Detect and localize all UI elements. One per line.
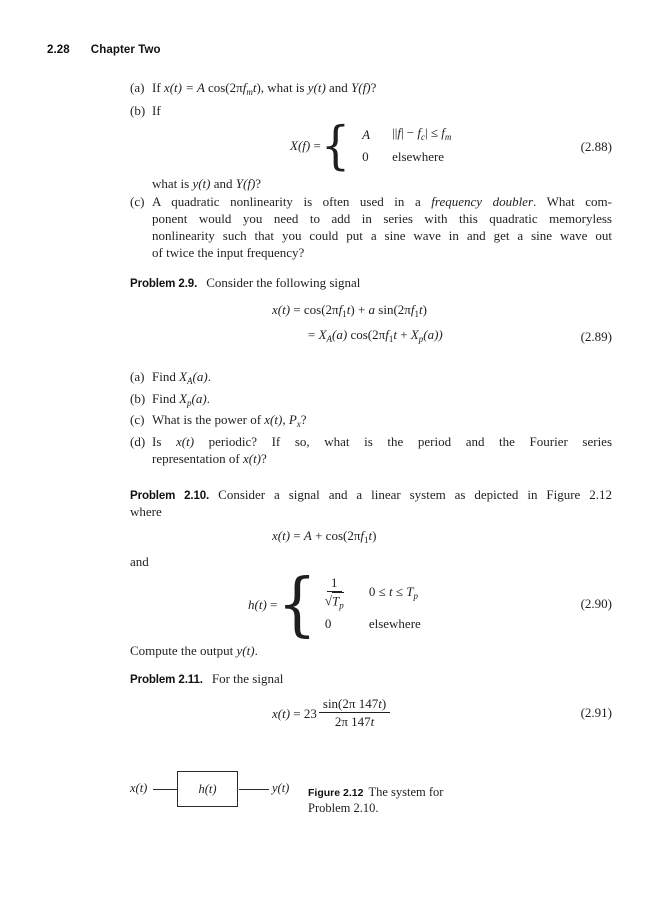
list-item-2-9-c (130, 411, 612, 433)
figure-caption (308, 785, 460, 816)
page-header (47, 44, 161, 56)
list-item-2-9-d (130, 433, 612, 467)
item-text: What is the power of x(t), $P_x$? (152, 412, 307, 429)
case-condition: elsewhere (392, 149, 445, 164)
problem-2-11-heading (130, 671, 283, 687)
figure-2-12 (130, 771, 610, 831)
cases-brace: { (320, 114, 351, 176)
output-wire (239, 789, 269, 790)
problem-label: Problem 2.10. (130, 490, 210, 502)
chapter-title: Chapter Two (90, 44, 161, 56)
page-number: 2.28 (47, 44, 70, 56)
case-value: 0 (362, 149, 369, 164)
text-line: ponent would you need to add in series with this quadratic memoryless (152, 211, 612, 226)
item-label: (c) (130, 194, 145, 209)
list-item-c (130, 193, 612, 261)
case-row (325, 575, 421, 613)
caption-tag: Figure 2.12 (308, 787, 364, 799)
case-condition: $||f| - f_c| \le f_m$ (392, 125, 452, 142)
equation-2-91 (272, 695, 390, 731)
item-label: (c) (130, 412, 145, 427)
cases-body (325, 575, 421, 633)
item-label: (a) (130, 369, 145, 384)
list-item-b (130, 102, 612, 119)
problem-intro: Consider a signal and a linear system as depicted in Figure 2.12 (218, 487, 613, 502)
problem-2-10-continuation: where (130, 504, 162, 519)
item-text (152, 433, 612, 467)
system-box (177, 771, 238, 807)
problem-label: Problem 2.11. (130, 674, 203, 686)
equation-2-88 (290, 114, 452, 176)
text-line: representation of x(t)? (152, 451, 267, 466)
fraction-denominator: $√T_p$ (324, 593, 344, 610)
fraction-numerator: sin(2π 147t) (319, 696, 390, 713)
equation-2-90 (248, 562, 421, 645)
text-line: Is x(t) periodic? If so, what is the period and the Fourier series (152, 434, 613, 449)
item-text: Find $X_p(a)$. (152, 391, 210, 408)
case-row (362, 148, 451, 166)
input-signal-label: x(t) (130, 781, 148, 795)
paragraph-after-b: what is y(t) and Y(f)? (152, 176, 262, 191)
case-condition: $0 \le t \le T_p$ (368, 584, 418, 601)
item-label: (b) (130, 391, 146, 406)
caption-text: The system for Problem 2.10. (308, 785, 444, 815)
list-item-2-9-a (130, 368, 612, 390)
system-box-label: h(t) (198, 781, 217, 796)
case-value (325, 575, 369, 613)
equation-2-89-line1: $x(t) = \cos(2\pi f_1t) + a$ $\sin(2\pi f_1t)$ (272, 302, 427, 319)
problem-2-9-heading (130, 275, 360, 291)
case-value: 0 (324, 616, 332, 631)
fraction: $\frac{1}{√T_p}$ (325, 575, 344, 613)
equation-lhs: X(f) = (290, 137, 321, 153)
list-item-a (130, 79, 612, 101)
text-line: of twice the input frequency? (152, 245, 305, 260)
item-text (152, 193, 612, 261)
problem-label: Problem 2.9. (130, 278, 198, 290)
item-label: (b) (130, 103, 146, 118)
equation-number: (2.90) (580, 596, 612, 611)
text-line: A quadratic nonlinearity is often used in a frequency doubler. What com- (152, 194, 612, 209)
input-wire (153, 789, 177, 790)
fraction (319, 696, 390, 730)
compute-output-line: Compute the output y(t). (130, 643, 258, 658)
list-item-2-9-b (130, 390, 612, 412)
problem-intro: For the signal (211, 671, 284, 686)
case-row (325, 615, 421, 633)
item-label: (d) (130, 434, 146, 449)
problem-intro: Consider the following signal (206, 275, 361, 290)
item-text: Find $X_A(a)$. (152, 369, 211, 386)
equation-number: (2.89) (580, 329, 612, 344)
connector-word-and: and (130, 554, 149, 569)
text-line: nonlinearity such that you could put a sine wave in and get a sine wave out (152, 228, 612, 243)
equation-number: (2.88) (580, 139, 612, 154)
equation-lhs: x(t) = 23 (272, 705, 317, 721)
equation-lhs: h(t) = (248, 596, 278, 612)
equation-x-2-10: $x(t) = A + \cos(2\pi f_1t)$ (272, 528, 377, 545)
item-text: If x(t) = A $\cos(2\pi f_mt)$, what is y(t) and Y(f)? (152, 80, 377, 97)
equation-2-89-line2: = $X_A(a) \cos(2\pi f_1t + X_p(a))$ (308, 327, 443, 344)
cases-body (362, 124, 451, 166)
item-text: If (152, 103, 161, 118)
output-signal-label: y(t) (272, 781, 290, 795)
equation-number: (2.91) (580, 705, 612, 720)
case-row (362, 124, 451, 146)
fraction-denominator: 2π 147t (334, 714, 375, 729)
problem-2-10-heading (130, 487, 612, 503)
case-condition: elsewhere (368, 616, 421, 631)
cases-brace: { (277, 562, 317, 645)
item-label: (a) (130, 80, 145, 95)
case-value: A (362, 127, 371, 142)
